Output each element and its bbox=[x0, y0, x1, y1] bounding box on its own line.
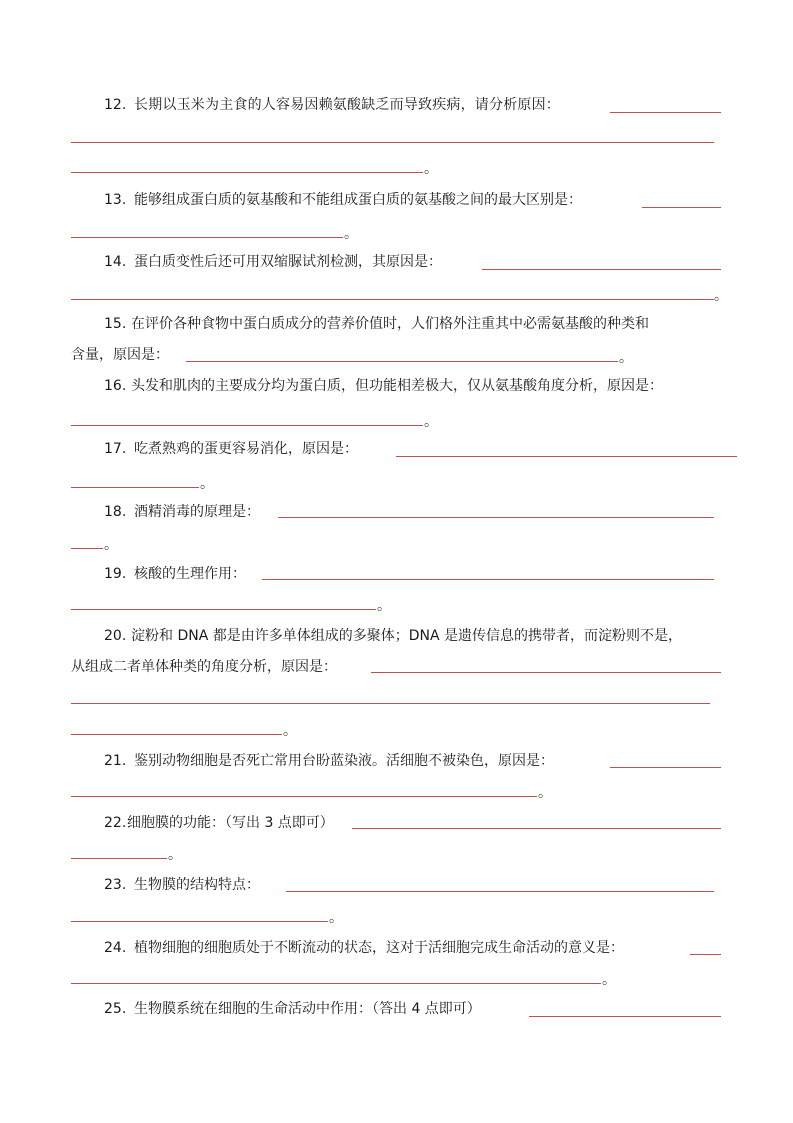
question-number: 23. bbox=[104, 877, 127, 893]
period: 。 bbox=[424, 161, 438, 177]
question-number: 22. bbox=[104, 815, 127, 831]
answer-blank[interactable] bbox=[642, 207, 721, 208]
question-text: 蛋白质变性后还可用双缩脲试剂检测，其原因是： bbox=[134, 254, 442, 270]
question-number: 25. bbox=[104, 1001, 127, 1017]
question-number: 21. bbox=[104, 753, 127, 769]
answer-blank[interactable] bbox=[71, 425, 423, 426]
answer-blank[interactable] bbox=[71, 142, 714, 143]
answer-blank[interactable] bbox=[482, 269, 721, 270]
answer-blank[interactable] bbox=[690, 954, 721, 955]
period: 。 bbox=[538, 785, 552, 801]
answer-blank[interactable] bbox=[71, 237, 343, 238]
answer-blank[interactable] bbox=[71, 796, 537, 797]
period: 。 bbox=[714, 288, 728, 304]
answer-blank[interactable] bbox=[71, 487, 199, 488]
question-text: 核酸的生理作用： bbox=[134, 566, 246, 582]
period: 。 bbox=[344, 226, 358, 242]
question-number: 14. bbox=[104, 254, 127, 270]
question-text: 生物膜的结构特点： bbox=[134, 877, 260, 893]
period: 。 bbox=[283, 723, 297, 739]
question-number: 12. bbox=[104, 97, 127, 113]
period: 。 bbox=[602, 972, 616, 988]
answer-blank[interactable] bbox=[371, 672, 721, 673]
period: 。 bbox=[424, 414, 438, 430]
period: 。 bbox=[329, 910, 343, 926]
answer-blank[interactable] bbox=[186, 361, 618, 362]
question-text: 鉴别动物细胞是否死亡常用台盼蓝染液。活细胞不被染色，原因是： bbox=[134, 753, 554, 769]
period: 。 bbox=[200, 476, 214, 492]
question-text: 淀粉和 DNA 都是由许多单体组成的多聚体；DNA 是遗传信息的携带者，而淀粉则不是， bbox=[131, 628, 683, 644]
question-text: 能够组成蛋白质的氨基酸和不能组成蛋白质的氨基酸之间的最大区别是： bbox=[134, 192, 582, 208]
question-text: 长期以玉米为主食的人容易因赖氨酸缺乏而导致疾病，请分析原因： bbox=[134, 97, 560, 113]
answer-blank[interactable] bbox=[610, 767, 721, 768]
answer-blank[interactable] bbox=[71, 921, 328, 922]
question-number: 24. bbox=[104, 940, 127, 956]
answer-blank[interactable] bbox=[71, 609, 376, 610]
question-number: 20. bbox=[104, 628, 127, 644]
question-text-continued: 从组成二者单体种类的角度分析，原因是： bbox=[71, 659, 337, 675]
question-text: 生物膜系统在细胞的生命活动中作用：（答出 4 点即可） bbox=[134, 1001, 481, 1017]
answer-blank[interactable] bbox=[71, 548, 103, 549]
question-text: 头发和肌肉的主要成分均为蛋白质，但功能相差极大，仅从氨基酸角度分析，原因是： bbox=[131, 378, 663, 394]
answer-blank[interactable] bbox=[71, 983, 601, 984]
question-number: 16. bbox=[104, 378, 127, 394]
question-number: 17. bbox=[104, 441, 127, 457]
answer-blank[interactable] bbox=[278, 517, 714, 518]
question-number: 15. bbox=[104, 316, 127, 332]
answer-blank[interactable] bbox=[71, 703, 710, 704]
period: 。 bbox=[104, 537, 118, 553]
answer-blank[interactable] bbox=[352, 828, 721, 829]
answer-blank[interactable] bbox=[71, 734, 282, 735]
question-text: 植物细胞的细胞质处于不断流动的状态，这对于活细胞完成生命活动的意义是： bbox=[134, 940, 624, 956]
question-text: 细胞膜的功能：（写出 3 点即可） bbox=[127, 815, 334, 831]
question-number: 13. bbox=[104, 192, 127, 208]
question-number: 19. bbox=[104, 566, 127, 582]
period: 。 bbox=[619, 350, 633, 366]
question-text: 酒精消毒的原理是： bbox=[134, 504, 260, 520]
question-text-continued: 含量，原因是： bbox=[71, 347, 169, 363]
answer-blank[interactable] bbox=[262, 579, 714, 580]
answer-blank[interactable] bbox=[71, 172, 423, 173]
answer-blank[interactable] bbox=[71, 299, 714, 300]
period: 。 bbox=[168, 847, 182, 863]
answer-blank[interactable] bbox=[529, 1016, 721, 1017]
answer-blank[interactable] bbox=[71, 858, 167, 859]
answer-blank[interactable] bbox=[396, 456, 737, 457]
answer-blank[interactable] bbox=[286, 891, 714, 892]
question-number: 18. bbox=[104, 504, 127, 520]
period: 。 bbox=[377, 598, 391, 614]
question-text: 在评价各种食物中蛋白质成分的营养价值时，人们格外注重其中必需氨基酸的种类和 bbox=[131, 316, 649, 332]
answer-blank[interactable] bbox=[610, 112, 721, 113]
question-text: 吃煮熟鸡的蛋更容易消化，原因是： bbox=[134, 441, 358, 457]
